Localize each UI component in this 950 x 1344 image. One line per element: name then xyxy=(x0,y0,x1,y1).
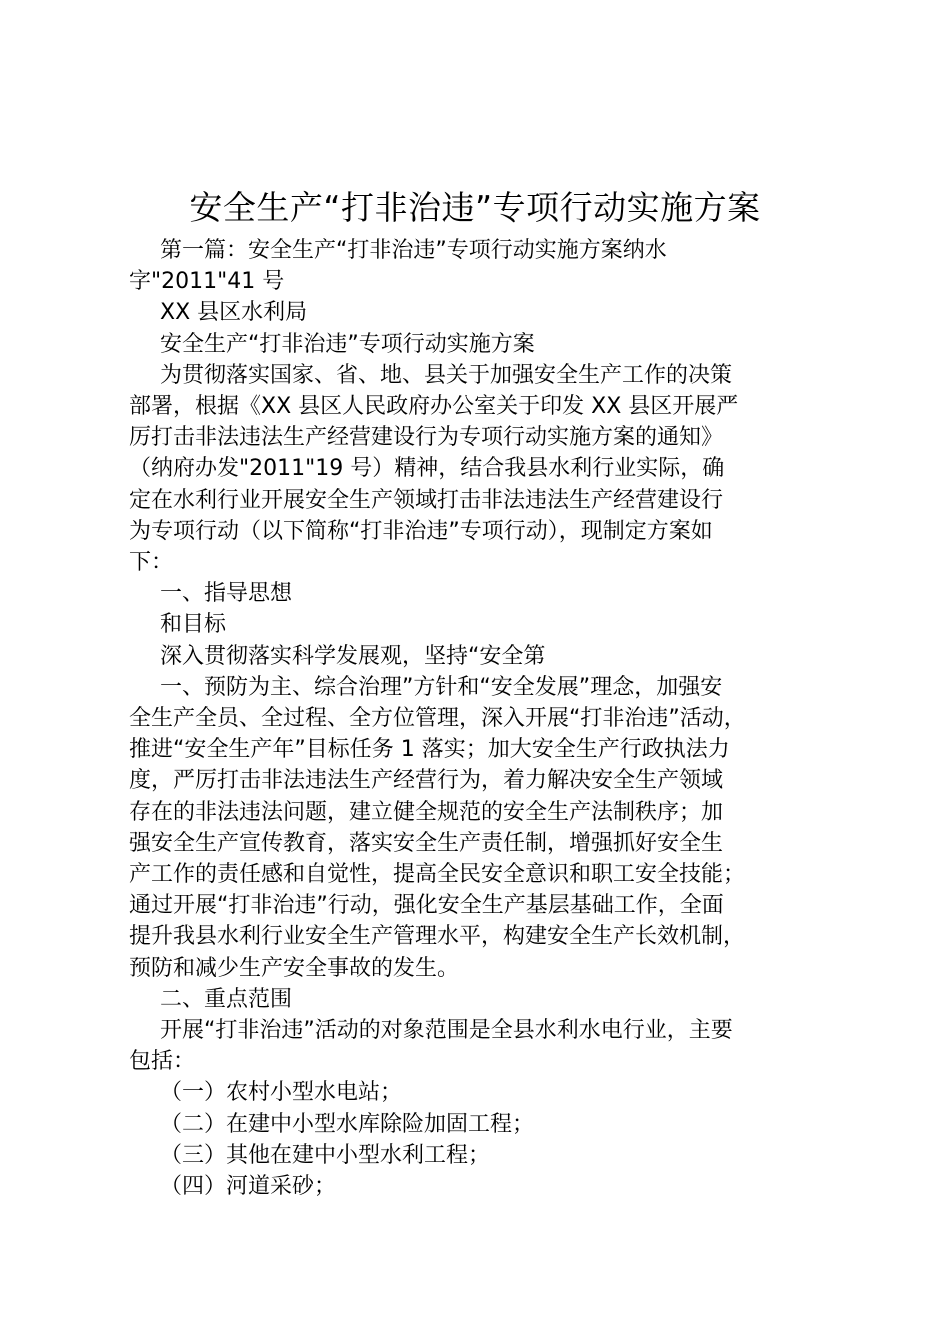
section-heading: 二、重点范围 xyxy=(160,986,293,1012)
paragraph: 预防和减少生产安全事故的发生。 xyxy=(129,955,460,981)
paragraph: 定在水利行业开展安全生产领域打击非法违法生产经营建设行 xyxy=(129,487,724,513)
paragraph: 开展“打非治违”活动的对象范围是全县水利水电行业，主要 xyxy=(160,1018,733,1044)
paragraph: 深入贯彻落实科学发展观，坚持“安全第 xyxy=(160,643,546,669)
paragraph: 推进“安全生产年”目标任务 1 落实；加大安全生产行政执法力 xyxy=(129,737,730,763)
paragraph: 字"2011"41 号 xyxy=(129,269,285,295)
paragraph: 产工作的责任感和自觉性，提高全民安全意识和职工安全技能； xyxy=(129,862,746,888)
paragraph: 厉打击非法违法生产经营建设行为专项行动实施方案的通知》 xyxy=(129,425,724,451)
paragraph: 通过开展“打非治违”行动，强化安全生产基层基础工作，全面 xyxy=(129,893,724,919)
document-body xyxy=(129,235,844,1202)
paragraph: 存在的非法违法问题，建立健全规范的安全生产法制秩序；加 xyxy=(129,799,724,825)
paragraph: 包括： xyxy=(129,1049,196,1075)
paragraph: 度，严厉打击非法违法生产经营行为，着力解决安全生产领域 xyxy=(129,768,724,794)
paragraph: 和目标 xyxy=(160,612,227,638)
paragraph: 为贯彻落实国家、省、地、县关于加强安全生产工作的决策 xyxy=(160,362,733,388)
paragraph: 一、预防为主、综合治理”方针和“安全发展”理念，加强安 xyxy=(160,674,723,700)
paragraph: 全生产全员、全过程、全方位管理，深入开展“打非治违”活动， xyxy=(129,706,746,732)
paragraph: 第一篇：安全生产“打非治违”专项行动实施方案纳水 xyxy=(160,238,667,263)
list-item: （一）农村小型水电站； xyxy=(160,1080,403,1106)
list-item: （四）河道采砂； xyxy=(160,1174,337,1200)
list-item: （三）其他在建中小型水利工程； xyxy=(160,1142,491,1168)
document-title: 安全生产“打非治违”专项行动实施方案 xyxy=(189,188,761,227)
list-item: （二）在建中小型水库除险加固工程； xyxy=(160,1111,535,1137)
paragraph: XX 县区水利局 xyxy=(160,300,308,326)
paragraph: 部署，根据《XX 县区人民政府办公室关于印发 XX 县区开展严 xyxy=(129,394,739,420)
paragraph: 下： xyxy=(129,550,174,576)
section-heading: 一、指导思想 xyxy=(160,581,293,607)
paragraph: 为专项行动（以下简称“打非治违”专项行动），现制定方案如 xyxy=(129,518,713,544)
paragraph: 强安全生产宣传教育，落实安全生产责任制，增强抓好安全生 xyxy=(129,830,724,856)
paragraph: （纳府办发"2011"19 号）精神，结合我县水利行业实际，确 xyxy=(129,456,725,482)
paragraph: 提升我县水利行业安全生产管理水平，构建安全生产长效机制， xyxy=(129,924,746,950)
paragraph: 安全生产“打非治违”专项行动实施方案 xyxy=(160,331,535,357)
